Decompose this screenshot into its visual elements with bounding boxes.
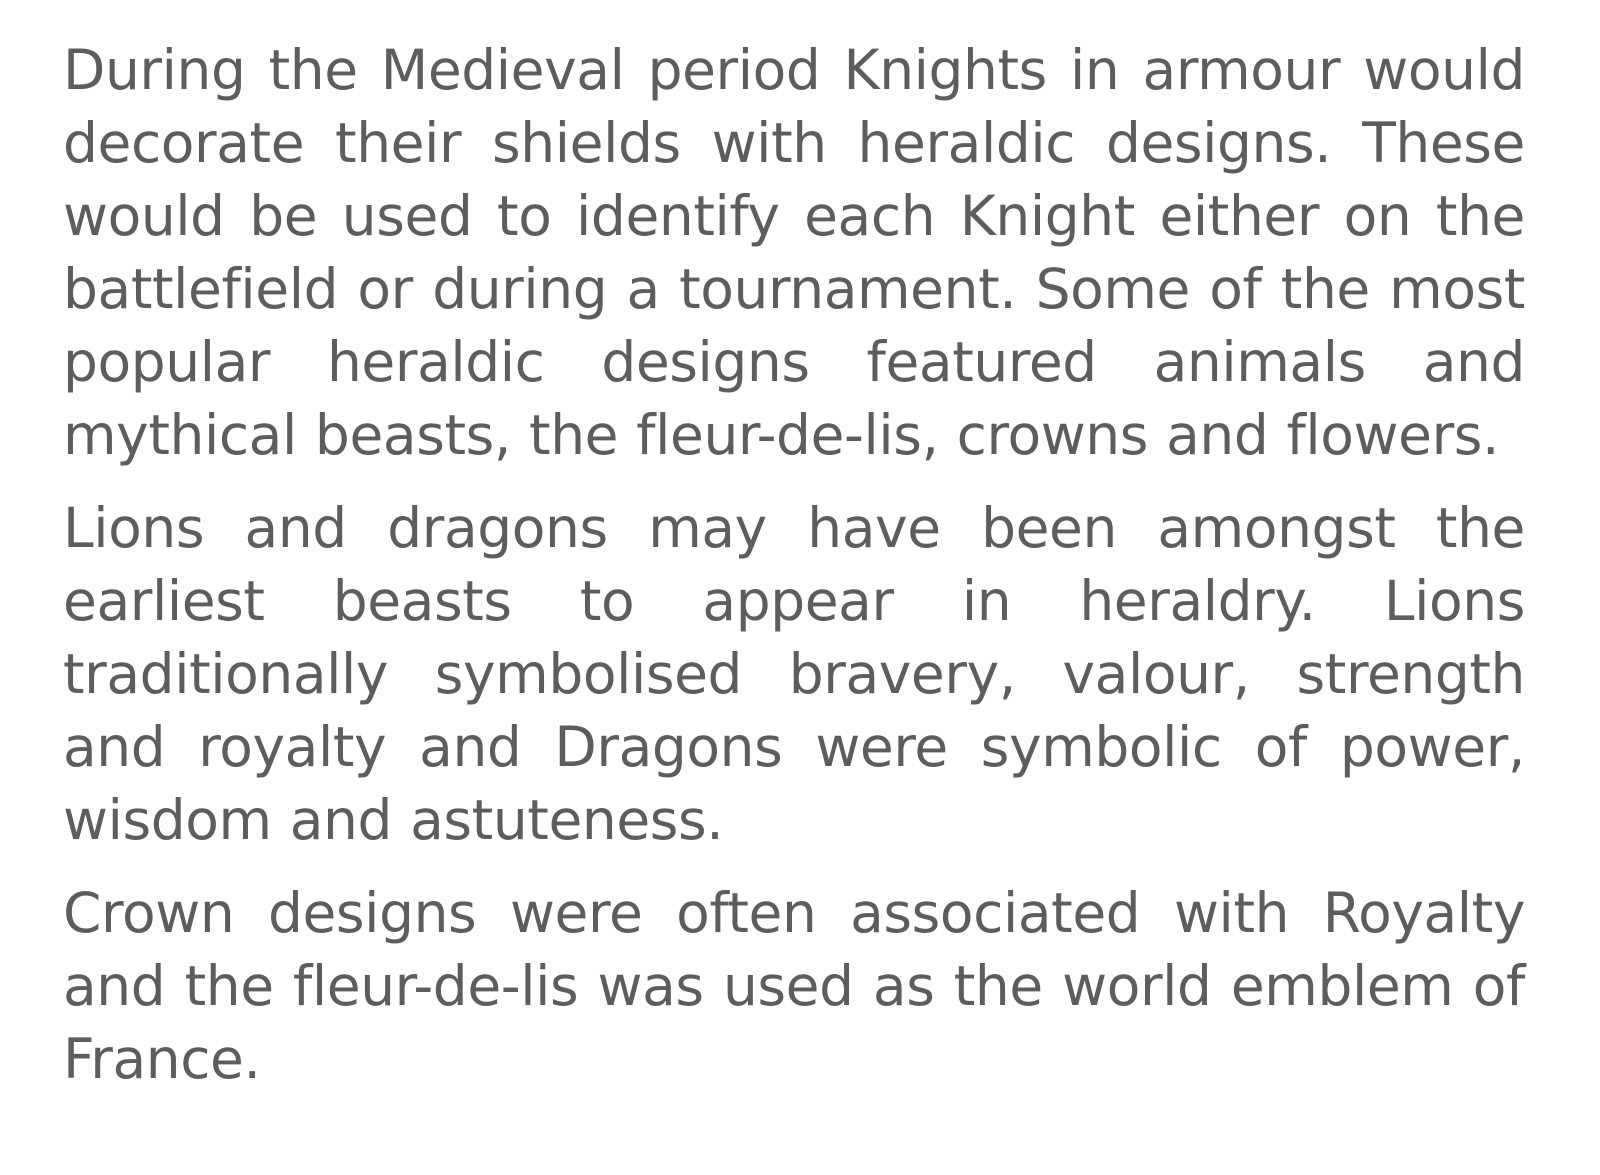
document-body	[63, 34, 1525, 1116]
paragraph-heraldic-shields: During the Medieval period Knights in armour would decorate their shields with heraldic designs. These would be used to identify each Knight either on the battlefield or during a tournament. Some of the most popular heraldic designs featured animals and mythical beasts, the fleur-de-lis, crowns and flowers.	[63, 38, 1525, 467]
paragraph-crowns-and-fleur-de-lis: Crown designs were often associated with Royalty and the fleur-de-lis was used as the world emblem of France.	[63, 881, 1525, 1091]
paragraph-lions-and-dragons: Lions and dragons may have been amongst the earliest beasts to appear in heraldry. Lions traditionally symbolised bravery, valour, strength and royalty and Dragons were symbolic of power, wisdom and astuteness.	[63, 496, 1525, 852]
